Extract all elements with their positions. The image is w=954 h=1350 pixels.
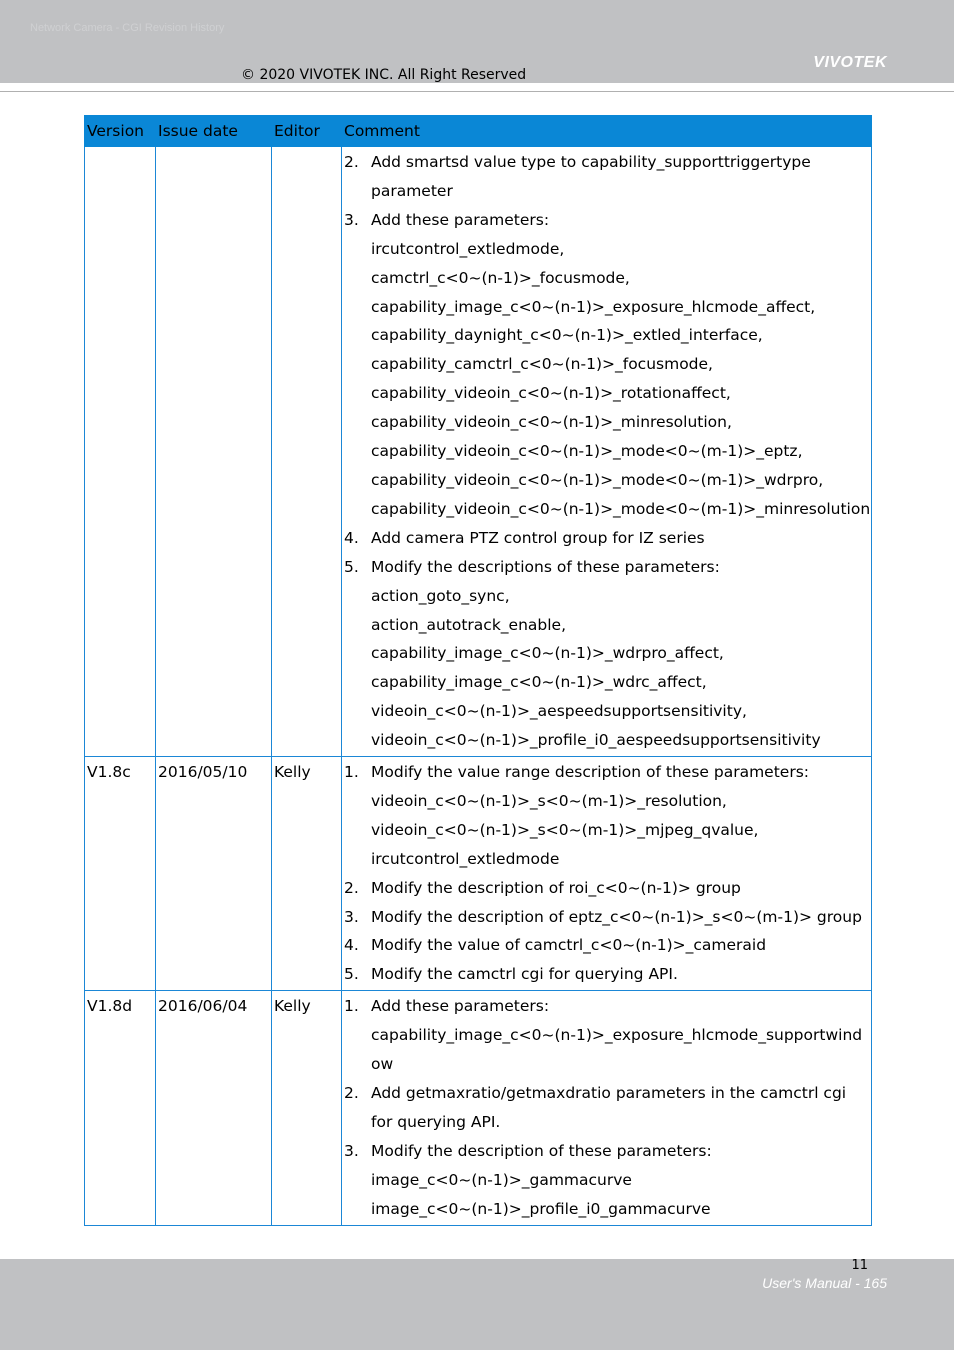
issue-date-cell: 2016/05/10 (156, 757, 272, 991)
footer-band (0, 1259, 954, 1350)
issue-date-cell: 2016/06/04 (156, 991, 272, 1225)
item-text-line: Modify the description of eptz_c<0~(n-1)>_s<0~(m-1)> group (371, 907, 862, 926)
list-item (344, 874, 871, 903)
item-text-line: ircutcontrol_extledmode, (371, 239, 565, 258)
item-number: 5. (344, 965, 359, 984)
item-text-line: Modify the value of camctrl_c<0~(n-1)>_cameraid (371, 936, 767, 955)
item-number: 4. (344, 528, 359, 547)
item-text-line: Add these parameters: (371, 997, 550, 1016)
item-number: 2. (344, 153, 359, 171)
table-row (85, 147, 872, 757)
item-text-line: capability_daynight_c<0~(n-1)>_extled_interface, (371, 326, 763, 345)
copyright-notice: © 2020 VIVOTEK INC. All Right Reserved (241, 67, 527, 83)
item-text-line: Modify the camctrl cgi for querying API. (371, 965, 678, 984)
item-text-line: capability_image_c<0~(n-1)>_wdrc_affect, (371, 673, 707, 692)
header-subtitle: Network Camera - CGI Revision History (30, 22, 225, 34)
column-header-version: Version (85, 116, 156, 147)
column-header-comment: Comment (342, 116, 872, 147)
item-number: 4. (344, 936, 359, 955)
item-text (371, 524, 871, 553)
item-text-line: Modify the value range description of these parameters: (371, 763, 809, 782)
item-text (371, 553, 871, 755)
table-body (85, 147, 872, 1226)
item-text-line: Add camera PTZ control group for IZ series (371, 528, 705, 547)
item-text-line: action_autotrack_enable, (371, 615, 567, 634)
item-text-line: Add smartsd value type to capability_supporttriggertype (371, 153, 811, 171)
item-text-line: for querying API. (371, 1112, 501, 1131)
item-number: 2. (344, 878, 359, 897)
item-text-line: videoin_c<0~(n-1)>_s<0~(m-1)>_resolution, (371, 791, 727, 810)
item-text (371, 960, 871, 989)
list-item (344, 960, 871, 989)
page-number: 11 (851, 1258, 868, 1273)
list-item (344, 524, 871, 553)
comment-list (344, 992, 871, 1223)
comment-cell (342, 147, 872, 757)
version-cell: V1.8d (85, 991, 156, 1225)
list-item (344, 148, 871, 206)
comment-cell (342, 991, 872, 1225)
item-text-line: videoin_c<0~(n-1)>_s<0~(m-1)>_mjpeg_qvalue, (371, 820, 759, 839)
editor-cell (272, 147, 342, 757)
column-header-editor: Editor (272, 116, 342, 147)
item-text (371, 1079, 871, 1137)
list-item (344, 992, 871, 1079)
item-text-line: capability_videoin_c<0~(n-1)>_rotationaffect, (371, 384, 731, 403)
comment-list (344, 148, 871, 755)
item-text-line: videoin_c<0~(n-1)>_profile_i0_aespeedsupportsensitivity (371, 731, 821, 750)
editor-cell: Kelly (272, 991, 342, 1225)
item-text-line: image_c<0~(n-1)>_profile_i0_gammacurve (371, 1199, 711, 1218)
version-cell (85, 147, 156, 757)
list-item (344, 903, 871, 932)
item-text-line: capability_videoin_c<0~(n-1)>_mode<0~(m-1)>_minresolution (371, 499, 871, 518)
manual-page-label: User's Manual - 165 (762, 1275, 887, 1291)
item-number: 1. (344, 763, 359, 782)
version-cell: V1.8c (85, 757, 156, 991)
item-text-line: capability_image_c<0~(n-1)>_wdrpro_affect, (371, 644, 724, 663)
item-number: 1. (344, 997, 359, 1016)
list-item (344, 553, 871, 755)
item-text-line: parameter (371, 181, 453, 200)
item-text-line: Add these parameters: (371, 210, 550, 229)
table-row (85, 991, 872, 1225)
item-text-line: capability_image_c<0~(n-1)>_exposure_hlcmode_affect, (371, 297, 816, 316)
item-text-line: Modify the descriptions of these parameters: (371, 557, 720, 576)
item-number: 3. (344, 1141, 359, 1160)
table-header-row (85, 116, 872, 147)
item-text (371, 1137, 871, 1224)
item-text-line: Modify the description of these parameters: (371, 1141, 712, 1160)
item-text (371, 992, 871, 1079)
item-text-line: capability_camctrl_c<0~(n-1)>_focusmode, (371, 355, 713, 374)
list-item (344, 931, 871, 960)
header-divider (0, 91, 954, 92)
list-item (344, 1079, 871, 1137)
item-text-line: image_c<0~(n-1)>_gammacurve (371, 1170, 632, 1189)
list-item (344, 1137, 871, 1224)
item-text-line: ircutcontrol_extledmode (371, 849, 560, 868)
item-number: 3. (344, 210, 359, 229)
item-text (371, 148, 871, 206)
comment-list (344, 758, 871, 989)
item-text-line: capability_videoin_c<0~(n-1)>_mode<0~(m-1)>_wdrpro, (371, 470, 824, 489)
item-text-line: Modify the description of roi_c<0~(n-1)> group (371, 878, 741, 897)
item-text-line: camctrl_c<0~(n-1)>_focusmode, (371, 268, 630, 287)
item-text (371, 931, 871, 960)
item-text-line: capability_videoin_c<0~(n-1)>_minresolution, (371, 413, 732, 432)
item-number: 2. (344, 1084, 359, 1102)
editor-cell: Kelly (272, 757, 342, 991)
table-row (85, 757, 872, 991)
item-number: 3. (344, 907, 359, 926)
item-text (371, 206, 871, 524)
revision-history-table (84, 115, 872, 1226)
item-text-line: capability_videoin_c<0~(n-1)>_mode<0~(m-1)>_eptz, (371, 442, 803, 461)
column-header-issue-date: Issue date (156, 116, 272, 147)
comment-cell (342, 757, 872, 991)
item-text-line: action_goto_sync, (371, 586, 510, 605)
item-text (371, 874, 871, 903)
item-text (371, 758, 871, 874)
item-text-line: ow (371, 1055, 394, 1074)
item-number: 5. (344, 557, 359, 576)
item-text (371, 903, 871, 932)
list-item (344, 206, 871, 524)
list-item (344, 758, 871, 874)
brand-logo-text: VIVOTEK (813, 54, 887, 71)
item-text-line: Add getmaxratio/getmaxdratio parameters in the camctrl cgi (371, 1084, 847, 1102)
item-text-line: capability_image_c<0~(n-1)>_exposure_hlcmode_supportwind (371, 1026, 863, 1045)
item-text-line: videoin_c<0~(n-1)>_aespeedsupportsensitivity, (371, 702, 747, 721)
issue-date-cell (156, 147, 272, 757)
